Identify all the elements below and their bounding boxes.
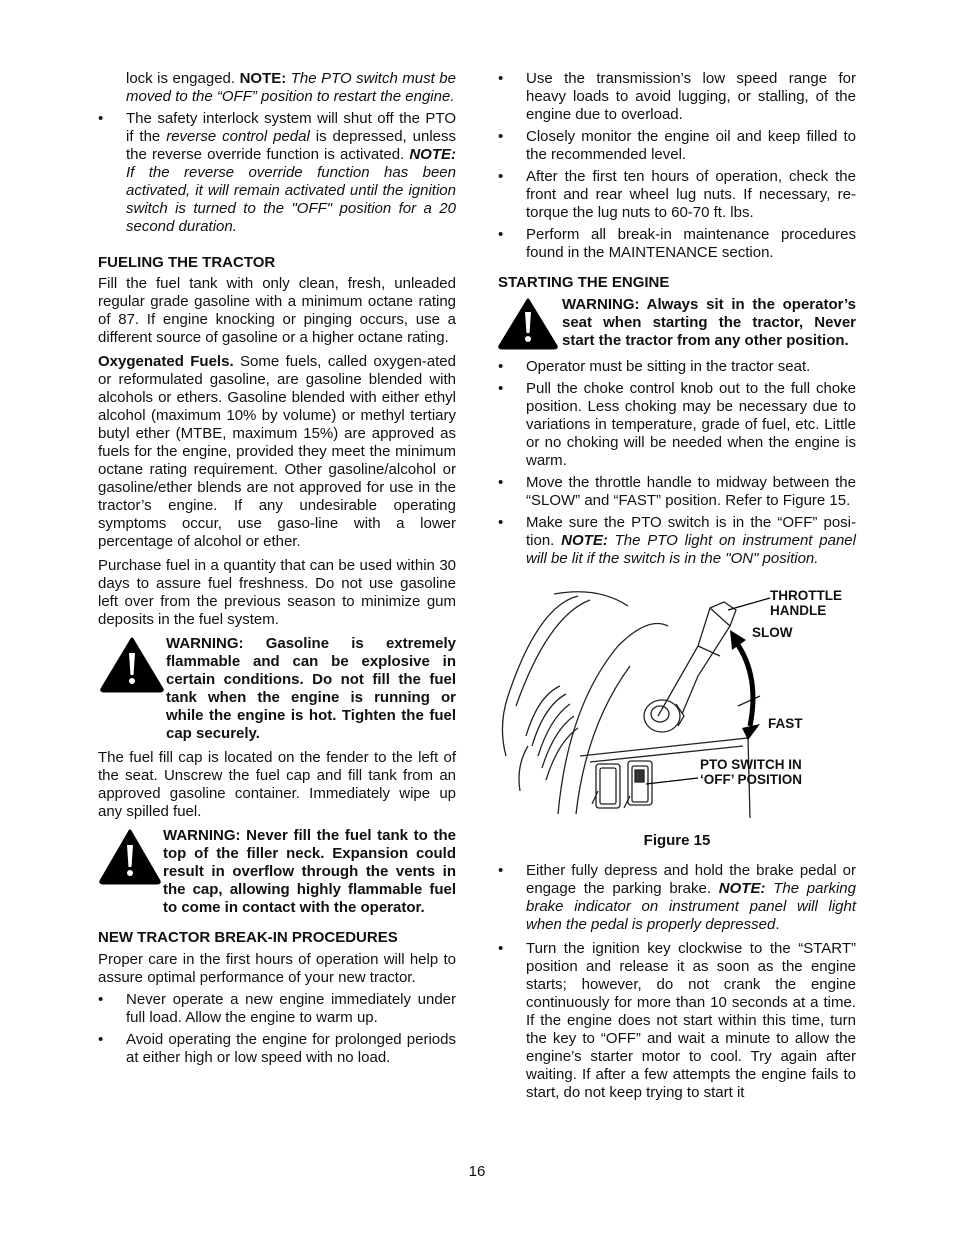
list-item: • Move the throttle handle to midway between the “SLOW” and “FAST” position. Refer to Figure 15. <box>498 474 856 510</box>
page-number: 16 <box>468 1163 486 1180</box>
list-item: • Pull the choke control knob out to the full choke position. Less choking may be necessary due to variations in temperature, grade of fuel, etc. Little or no choking will be needed when the engine is warm. <box>498 380 856 470</box>
list-item: • Perform all break-in maintenance procedures found in the MAINTENANCE section. <box>498 226 856 262</box>
fuel-cap-paragraph: The fuel fill cap is located on the fender to the left of the seat. Unscrew the fuel cap and fill tank from an approved gasoline container. Immediately wipe up any spilled fuel. <box>98 749 456 820</box>
warning-text: WARNING: Always sit in the operator’s seat when starting the tractor, Never start the tractor from any other position. <box>562 296 856 349</box>
warning-operator-seat <box>498 296 856 352</box>
figure-15 <box>498 586 856 826</box>
list-item: • Use the transmission’s low speed range for heavy loads to avoid lugging, or stalling, of the engine due to overload. <box>498 70 856 124</box>
warning-triangle-icon <box>98 827 162 887</box>
continued-paragraph: lock is engaged. NOTE: The PTO switch must be moved to the “OFF” position to restart the engine. <box>126 70 456 105</box>
list-item: • Avoid operating the engine for prolonged periods at either high or low speed with no load. <box>98 1031 456 1067</box>
list-item: • Turn the ignition key clockwise to the “START” position and release it as soon as the engine starts; however, do not crank the engine continuously for more than 10 seconds at a time. If the engine does not start within this time, turn the key to “OFF” and wait a minute to allow the engine’s starter motor to cool. Try again after waiting. If after a few attempts the engine fails to start, do not keep trying to start it <box>498 940 856 1102</box>
right-column <box>498 70 856 1102</box>
warning-gasoline <box>98 635 456 743</box>
warning-filler-neck <box>98 827 456 917</box>
section-heading-breakin: NEW TRACTOR BREAK-IN PROCEDURES <box>98 929 398 946</box>
warning-triangle-icon <box>98 635 166 695</box>
list-item: • Closely monitor the engine oil and keep filled to the recommended level. <box>498 128 856 164</box>
left-column <box>98 70 456 1067</box>
warning-text: WARNING: Gasoline is extremely flammable and can be explosive in certain conditions. Do not fill the fuel tank when the engine is running or while the engine is hot. Tighten the fuel cap securely. <box>166 635 456 742</box>
section-heading-starting: STARTING THE ENGINE <box>498 274 670 291</box>
warning-triangle-icon <box>498 296 562 352</box>
oxygenated-fuels-paragraph: Oxygenated Fuels. Some fuels, called oxygen-ated or reformulated gasoline, are gasoline blended with alcohols or ethers. Gasoline blended with either ethyl alcohol (maximum 10% by volume) or methyl tertiary butyl ether (MTBE, maximum 15%) are approved as fuels for the engine, provided they meet the minimum octane rating requirement. Other gasoline/alcohol or gasoline/ether blends are not approved for use in the tractor’s engine. If any undesirable operating symptoms occur, use gaso-line with a lower percentage of alcohol or ether. <box>98 353 456 550</box>
list-item: • Operator must be sitting in the tractor seat. <box>498 358 856 376</box>
fast-label: FAST <box>768 716 803 731</box>
list-item: • After the first ten hours of operation, check the front and rear wheel lug nuts. If necessary, re-torque the lug nuts to 60-70 ft. lbs. <box>498 168 856 222</box>
fueling-paragraph: Fill the fuel tank with only clean, fresh, unleaded regular grade gasoline with a minimum octane rating of 87. If engine knocking or pinging occurs, use a different source of gasoline or a higher octane rating. <box>98 275 456 346</box>
list-item: • Make sure the PTO switch is in the “OFF” posi-tion. NOTE: The PTO light on instrument panel will be lit if the switch is in the "ON" position. <box>498 514 856 568</box>
throttle-pto-illustration <box>498 586 856 826</box>
list-item: • The safety interlock system will shut off the PTO if the reverse control pedal is depressed, unless the reverse override function is activated. NOTE: If the reverse override function has been activated, it will remain activated until the ignition switch is turned to the "OFF" position for a 20 second duration. <box>98 110 456 236</box>
throttle-handle-label: THROTTLE HANDLE <box>770 588 842 618</box>
section-heading-fueling: FUELING THE TRACTOR <box>98 254 276 271</box>
purchase-fuel-paragraph: Purchase fuel in a quantity that can be used within 30 days to assure fuel freshness. Do not use gasoline left over from the previous season to minimize gum deposits in the fuel system. <box>98 557 456 628</box>
slow-label: SLOW <box>752 625 793 640</box>
list-item: • Either fully depress and hold the brake pedal or engage the parking brake. NOTE: The parking brake indicator on instrument panel will light when the pedal is properly depressed. <box>498 862 856 934</box>
figure-caption: Figure 15 <box>643 832 711 849</box>
warning-text: WARNING: Never fill the fuel tank to the top of the filler neck. Expansion could result in overflow through the vents in the cap, allowing highly flammable fuel to come in contact with the operator. <box>163 827 456 916</box>
list-item: • Never operate a new engine immediately under full load. Allow the engine to warm up. <box>98 991 456 1027</box>
pto-switch-label: PTO SWITCH IN ‘OFF’ POSITION <box>700 757 803 787</box>
breakin-paragraph: Proper care in the first hours of operation will help to assure optimal performance of your new tractor. <box>98 951 456 986</box>
